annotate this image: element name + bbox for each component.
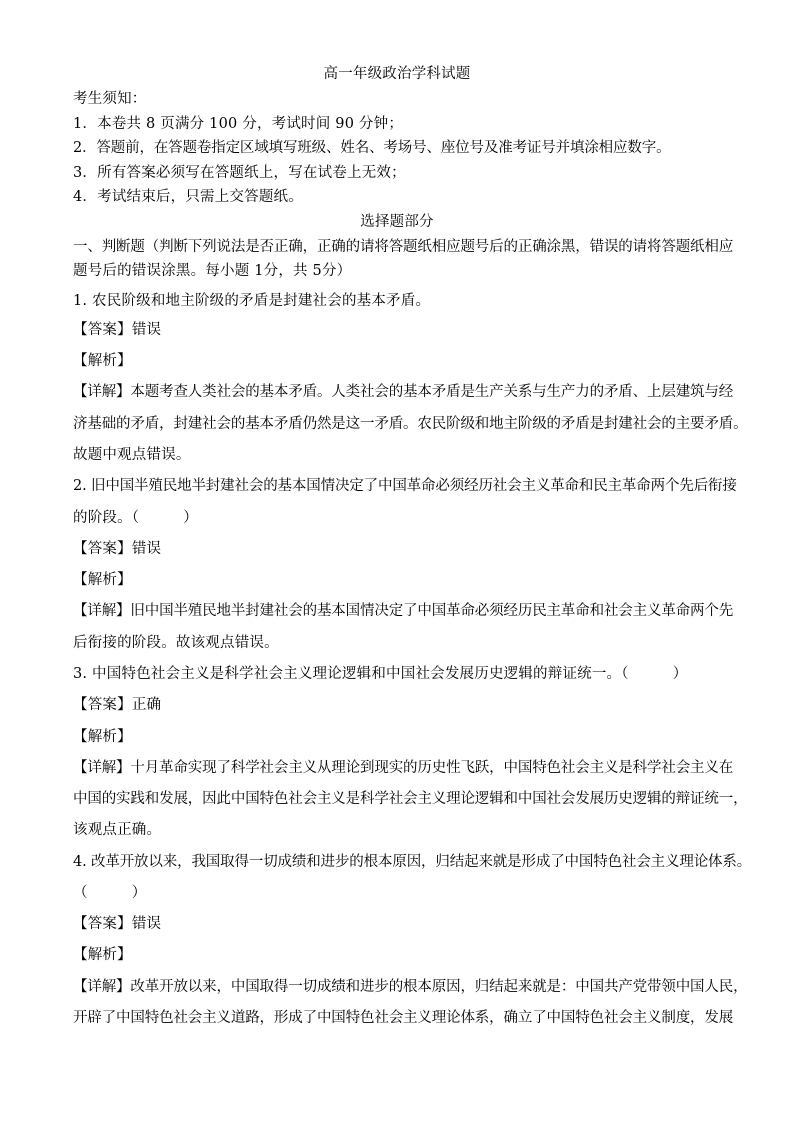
detail-text: 旧中国半殖民地半封建社会的基本国情决定了中国革命必须经历民主革命和社会主义革命两个先 — [130, 603, 734, 619]
detail-line — [73, 601, 743, 621]
analysis-label: 【解析】 — [73, 947, 132, 963]
answer-value: 错误 — [131, 541, 162, 557]
question-stem: 2. 旧中国半殖民地半封建社会的基本国情决定了中国革命必须经历社会主义革命和民主革命两个先后衔接 — [73, 478, 737, 494]
stem-text: 3. 中国特色社会主义是科学社会主义理论逻辑和中国社会发展历史逻辑的辩证统一。（ — [73, 666, 629, 682]
answer-line — [73, 914, 743, 934]
analysis-label: 【解析】 — [73, 572, 132, 588]
detail-line: 该观点正确。 — [73, 822, 162, 838]
detail-label: 【详解】 — [73, 603, 131, 619]
detail-text: 改革开放以来，中国取得一切成绩和进步的根本原因，归结起来就是：中国共产党带领中国人民， — [130, 979, 748, 995]
question-stem: 4. 改革开放以来，我国取得一切成绩和进步的根本原因，归结起来就是形成了中国特色社会主义理论体系。 — [73, 854, 752, 870]
detail-line — [73, 382, 743, 402]
notice-item: 3．所有答案必须写在答题纸上，写在试卷上无效； — [73, 165, 406, 181]
answer-line — [73, 320, 743, 340]
section-title: 选择题部分 — [360, 214, 434, 230]
question-stem: 1. 农民阶级和地主阶级的矛盾是封建社会的基本矛盾。 — [73, 293, 431, 309]
detail-line: 中国的实践和发展，因此中国特色社会主义是科学社会主义理论逻辑和中国社会发展历史逻辑的辩证统一， — [73, 791, 748, 807]
detail-text: 十月革命实现了科学社会主义从理论到现实的历史性飞跃，中国特色社会主义是科学社会主义在 — [130, 760, 734, 776]
detail-line: 济基础的矛盾，封建社会的基本矛盾仍然是这一矛盾。农民阶级和地主阶级的矛盾是封建社会的主要矛盾。 — [73, 416, 748, 432]
answer-label: 【答案】 — [73, 541, 132, 557]
answer-value: 正确 — [131, 697, 162, 713]
stem-text: ） — [131, 885, 147, 901]
question-stem — [73, 883, 743, 903]
answer-label: 【答案】 — [73, 322, 132, 338]
answer-line — [73, 695, 743, 715]
detail-label: 【详解】 — [73, 979, 131, 995]
notice-item: 2．答题前，在答题卷指定区域填写班级、姓名、考场号、座位号及准考证号并填涂相应数字。 — [73, 140, 671, 156]
answer-value: 错误 — [131, 916, 162, 932]
notice-heading: 考生须知： — [73, 91, 147, 107]
stem-text: （ — [73, 885, 88, 901]
part-instruction: 一、判断题（判断下列说法是否正确，正确的请将答题纸相应题号后的正确涂黑，错误的请将答题纸相应 — [73, 239, 734, 255]
notice-item: 1．本卷共 8 页满分 100 分，考试时间 90 分钟； — [73, 116, 404, 132]
detail-line — [73, 758, 743, 778]
detail-line — [73, 977, 748, 997]
stem-text: 的阶段。（ — [73, 510, 140, 526]
stem-text: ） — [183, 510, 198, 526]
detail-line: 开辟了中国特色社会主义道路，形成了中国特色社会主义理论体系，确立了中国特色社会主义制度，发展 — [73, 1010, 734, 1026]
detail-line: 故题中观点错误。 — [73, 447, 191, 463]
detail-label: 【详解】 — [73, 760, 131, 776]
analysis-label: 【解析】 — [73, 353, 132, 369]
detail-label: 【详解】 — [73, 384, 131, 400]
answer-line — [73, 539, 743, 559]
detail-text: 本题考查人类社会的基本矛盾。人类社会的基本矛盾是生产关系与生产力的矛盾、上层建筑与经 — [130, 384, 734, 400]
question-stem — [73, 508, 743, 528]
part-instruction: 题号后的错误涂黑。每小题 1分，共 5分） — [73, 263, 352, 279]
page-title: 高一年级政治学科试题 — [323, 66, 471, 82]
question-stem — [73, 664, 743, 684]
answer-label: 【答案】 — [73, 697, 132, 713]
notice-item: 4．考试结束后，只需上交答题纸。 — [73, 189, 303, 205]
answer-value: 错误 — [131, 322, 162, 338]
stem-text: ） — [672, 666, 688, 682]
detail-line: 后衔接的阶段。故该观点错误。 — [73, 635, 279, 651]
analysis-label: 【解析】 — [73, 729, 132, 745]
answer-label: 【答案】 — [73, 916, 132, 932]
